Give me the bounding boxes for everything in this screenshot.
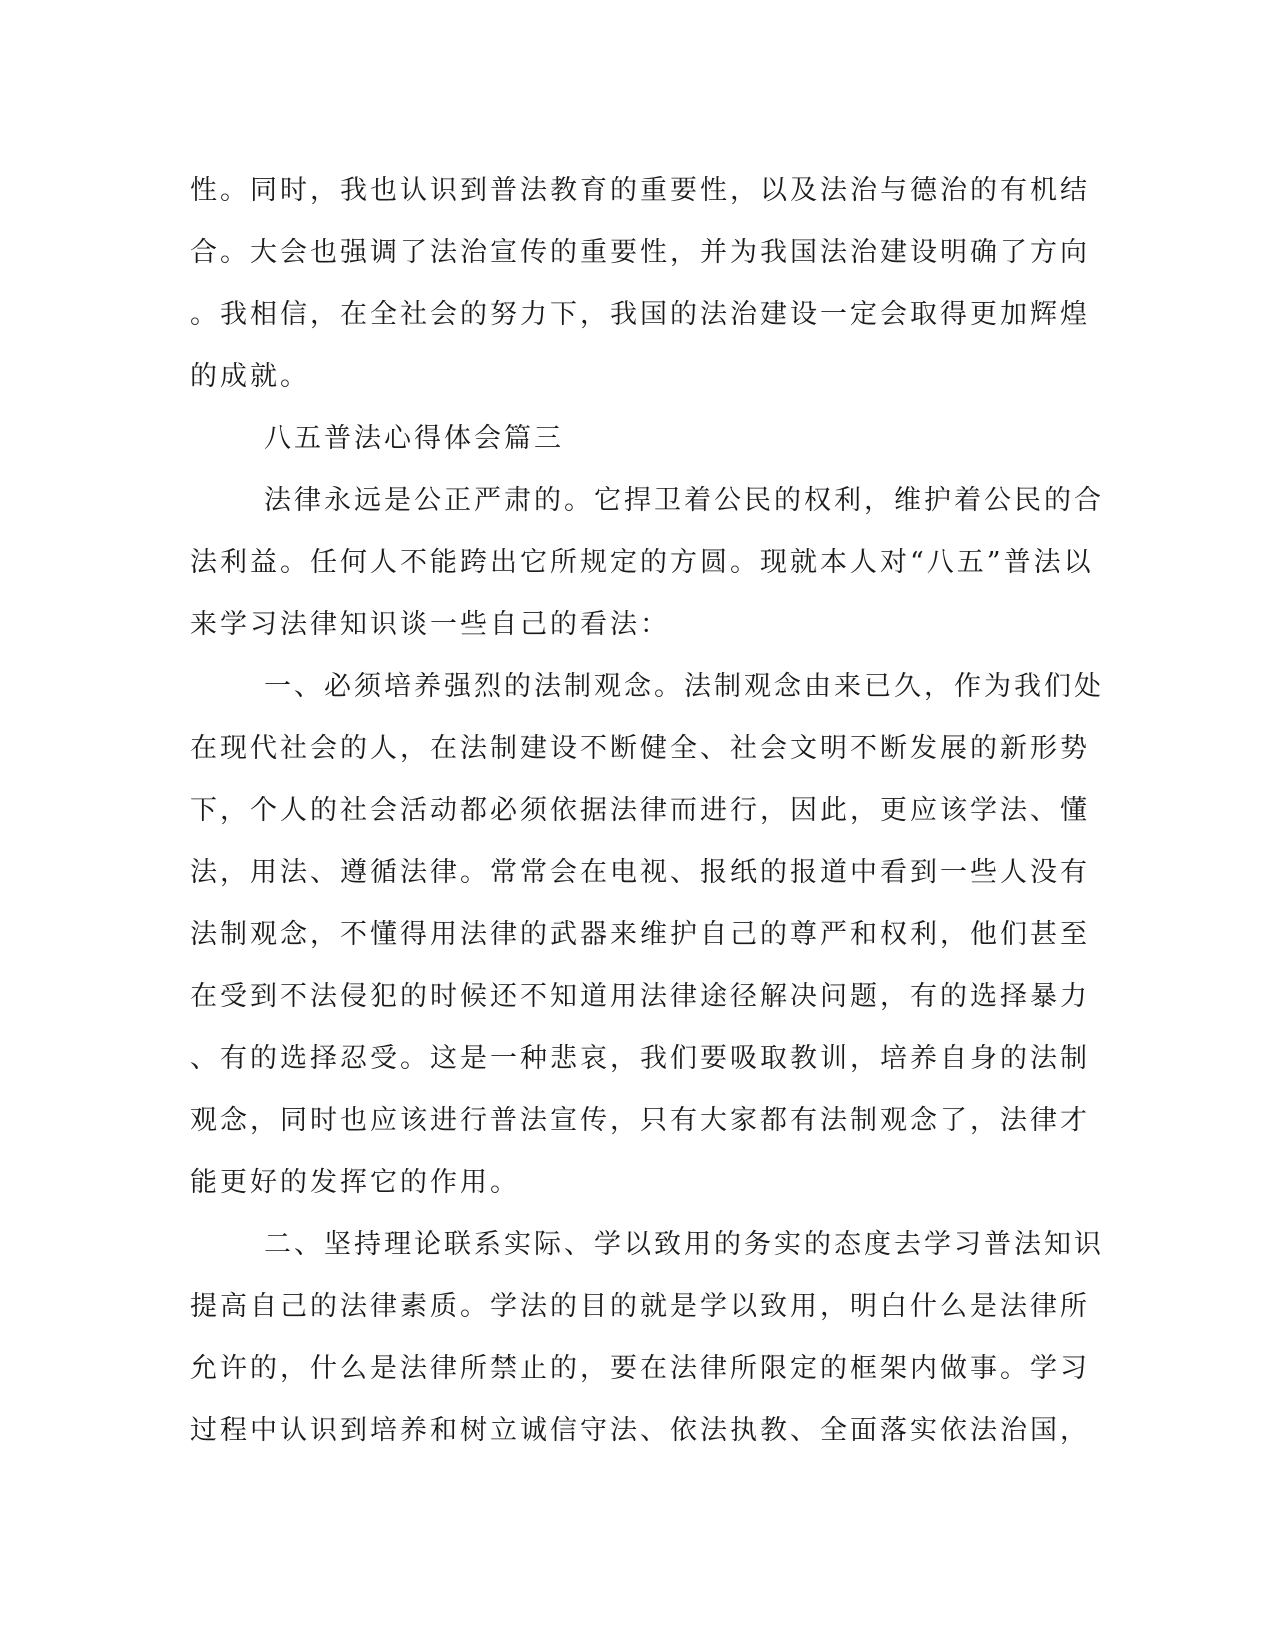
text-line: 性。同时，我也认识到普法教育的重要性，以及法治与德治的有机结 bbox=[190, 175, 1090, 206]
text-line: 法，用法、遵循法律。常常会在电视、报纸的报道中看到一些人没有 bbox=[190, 857, 1090, 888]
document-body bbox=[190, 160, 1104, 1462]
text-line: 合。大会也强调了法治宣传的重要性，并为我国法治建设明确了方向 bbox=[190, 237, 1090, 268]
text-line: 下，个人的社会活动都必须依据法律而进行，因此，更应该学法、懂 bbox=[190, 795, 1090, 826]
text-line: 来学习法律知识谈一些自己的看法： bbox=[190, 609, 670, 640]
text-line: 能更好的发挥它的作用。 bbox=[190, 1167, 520, 1198]
text-line: 八五普法心得体会篇三 bbox=[264, 423, 564, 454]
text-line: 观念，同时也应该进行普法宣传，只有大家都有法制观念了，法律才 bbox=[190, 1105, 1090, 1136]
text-line: 过程中认识到培养和树立诚信守法、依法执教、全面落实依法治国， bbox=[190, 1415, 1090, 1446]
text-line: 在现代社会的人，在法制建设不断健全、社会文明不断发展的新形势 bbox=[190, 733, 1090, 764]
text-line: 在受到不法侵犯的时候还不知道用法律途径解决问题，有的选择暴力 bbox=[190, 981, 1090, 1012]
text-line: 法利益。任何人不能跨出它所规定的方圆。现就本人对“八五”普法以 bbox=[190, 547, 1094, 578]
text-line: 法律永远是公正严肃的。它捍卫着公民的权利，维护着公民的合 bbox=[264, 485, 1104, 516]
text-line: 的成就。 bbox=[190, 361, 310, 392]
text-line: 提高自己的法律素质。学法的目的就是学以致用，明白什么是法律所 bbox=[190, 1291, 1090, 1322]
text-line: 法制观念，不懂得用法律的武器来维护自己的尊严和权利，他们甚至 bbox=[190, 919, 1090, 950]
text-line: 二、坚持理论联系实际、学以致用的务实的态度去学习普法知识 bbox=[264, 1229, 1104, 1260]
text-line: 。我相信，在全社会的努力下，我国的法治建设一定会取得更加辉煌 bbox=[190, 299, 1090, 330]
text-line: 允许的，什么是法律所禁止的，要在法律所限定的框架内做事。学习 bbox=[190, 1353, 1090, 1384]
text-line: 一、必须培养强烈的法制观念。法制观念由来已久，作为我们处 bbox=[264, 671, 1104, 702]
text-line: 、有的选择忍受。这是一种悲哀，我们要吸取教训，培养自身的法制 bbox=[190, 1043, 1090, 1074]
